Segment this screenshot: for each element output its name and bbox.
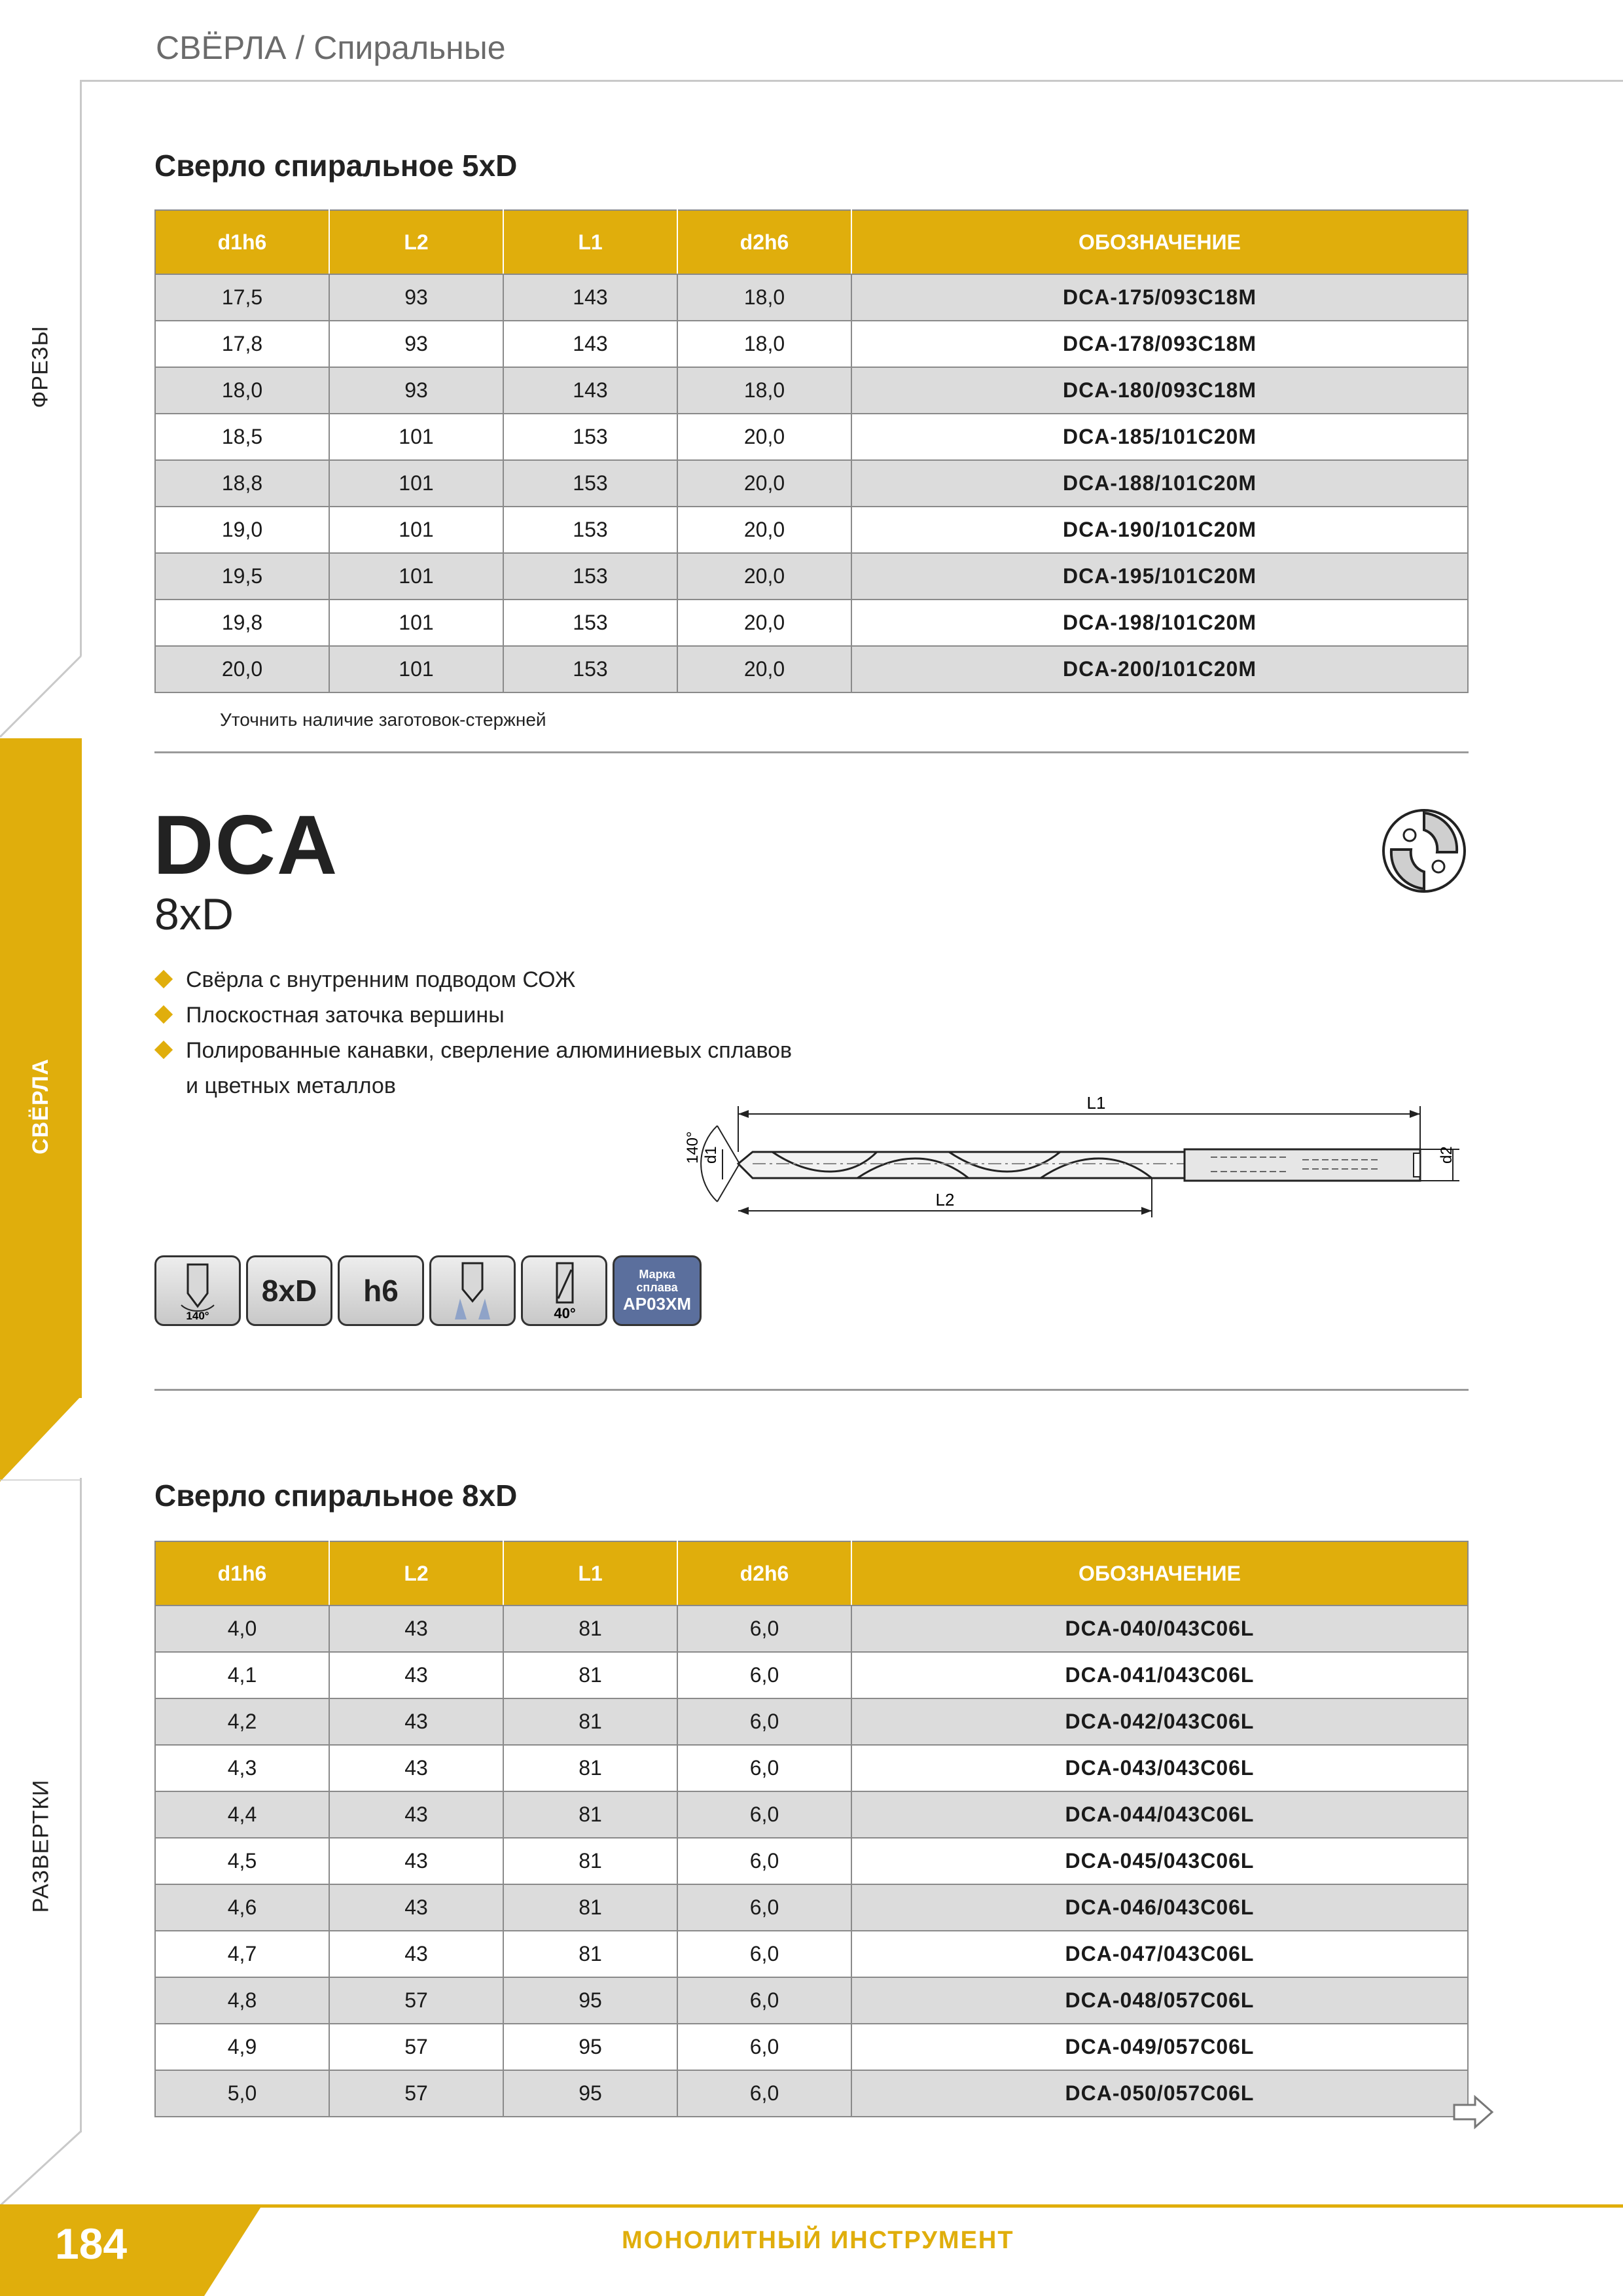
table-cell: 20,0 <box>677 600 851 646</box>
feature-item <box>154 1033 792 1068</box>
table-cell: 43 <box>329 1698 503 1745</box>
designation-cell: DCA-188/101C20M <box>851 460 1468 507</box>
table-row <box>155 414 1468 460</box>
table-cell: 6,0 <box>677 1698 851 1745</box>
table-row <box>155 600 1468 646</box>
designation-cell: DCA-047/043C06L <box>851 1931 1468 1977</box>
table-cell: 81 <box>503 1698 677 1745</box>
designation-cell: DCA-180/093C18M <box>851 367 1468 414</box>
table-cell: 143 <box>503 321 677 367</box>
table-cell: 81 <box>503 1931 677 1977</box>
table-cell: 57 <box>329 2024 503 2070</box>
helix-angle-icon <box>528 1259 600 1322</box>
dim-d1-label: d1 <box>702 1146 720 1164</box>
table-cell: 20,0 <box>155 646 329 692</box>
sidebar-item-label: СВЁРЛА <box>28 1058 53 1155</box>
table-cell: 81 <box>503 1791 677 1838</box>
column-header: ОБОЗНАЧЕНИЕ <box>851 210 1468 274</box>
table-cell: 20,0 <box>677 414 851 460</box>
internal-coolant-icon <box>437 1259 508 1322</box>
designation-cell: DCA-175/093C18M <box>851 274 1468 321</box>
grade-caption-2: сплава <box>636 1280 678 1294</box>
table2 <box>154 1541 1469 2117</box>
coolant-badge <box>429 1255 516 1326</box>
table-cell: 17,8 <box>155 321 329 367</box>
table-cell: 6,0 <box>677 1977 851 2024</box>
table-cell: 6,0 <box>677 1652 851 1698</box>
table-cell: 19,0 <box>155 507 329 553</box>
table-cell: 153 <box>503 600 677 646</box>
tip-angle-badge <box>154 1255 241 1326</box>
dim-l2-label: L2 <box>935 1190 955 1210</box>
designation-cell: DCA-200/101C20M <box>851 646 1468 692</box>
table-cell: 101 <box>329 460 503 507</box>
column-header: d2h6 <box>677 210 851 274</box>
table-cell: 93 <box>329 274 503 321</box>
table-cell: 43 <box>329 1931 503 1977</box>
table-cell: 6,0 <box>677 2024 851 2070</box>
designation-cell: DCA-178/093C18M <box>851 321 1468 367</box>
helix-angle-badge <box>521 1255 607 1326</box>
designation-cell: DCA-049/057C06L <box>851 2024 1468 2070</box>
table-cell: 143 <box>503 367 677 414</box>
sidebar-item-label: РАЗВЕРТКИ <box>28 1779 54 1912</box>
table-cell: 6,0 <box>677 2070 851 2117</box>
table-cell: 101 <box>329 600 503 646</box>
table1 <box>154 209 1469 693</box>
table-cell: 4,9 <box>155 2024 329 2070</box>
header-divider <box>80 80 1623 82</box>
designation-cell: DCA-195/101C20M <box>851 553 1468 600</box>
column-header: ОБОЗНАЧЕНИЕ <box>851 1541 1468 1605</box>
sidebar-corner-top <box>0 655 85 740</box>
table-cell: 20,0 <box>677 646 851 692</box>
table-header-row <box>155 1541 1468 1605</box>
feature-item <box>154 962 792 997</box>
table-cell: 81 <box>503 1745 677 1791</box>
table-row <box>155 553 1468 600</box>
section-divider <box>154 1389 1469 1391</box>
table-cell: 95 <box>503 2070 677 2117</box>
ratio-value: 8xD <box>261 1274 317 1308</box>
table-cell: 43 <box>329 1652 503 1698</box>
table-cell: 4,1 <box>155 1652 329 1698</box>
table-cell: 18,8 <box>155 460 329 507</box>
table-cell: 4,6 <box>155 1884 329 1931</box>
designation-cell: DCA-045/043C06L <box>851 1838 1468 1884</box>
table-cell: 101 <box>329 553 503 600</box>
table-cell: 18,0 <box>677 321 851 367</box>
diamond-bullet-icon <box>154 1005 173 1024</box>
table-cell: 19,8 <box>155 600 329 646</box>
table-cell: 4,7 <box>155 1931 329 1977</box>
table-cell: 6,0 <box>677 1884 851 1931</box>
table-row <box>155 274 1468 321</box>
table-row <box>155 2070 1468 2117</box>
table-cell: 43 <box>329 1884 503 1931</box>
grade-value: АР03ХМ <box>622 1293 692 1314</box>
diamond-bullet-icon <box>154 970 173 988</box>
table-cell: 17,5 <box>155 274 329 321</box>
table-cell: 95 <box>503 1977 677 2024</box>
table-cell: 18,5 <box>155 414 329 460</box>
page-number: 184 <box>55 2219 128 2268</box>
table-row <box>155 2024 1468 2070</box>
table-row <box>155 646 1468 692</box>
column-header: d1h6 <box>155 210 329 274</box>
helix-angle-value: 40° <box>554 1305 576 1321</box>
sidebar-item-razvertki[interactable] <box>0 1767 82 1924</box>
footer-label: МОНОЛИТНЫЙ ИНСТРУМЕНТ <box>622 2227 1014 2254</box>
table-cell: 153 <box>503 414 677 460</box>
designation-cell: DCA-048/057C06L <box>851 1977 1468 2024</box>
table-row <box>155 460 1468 507</box>
grade-badge <box>613 1255 702 1326</box>
section-divider <box>154 751 1469 753</box>
column-header: d2h6 <box>677 1541 851 1605</box>
tolerance-value: h6 <box>363 1274 399 1308</box>
dim-d2-label: d2 <box>1438 1146 1455 1164</box>
ratio-badge <box>246 1255 332 1326</box>
table-cell: 5,0 <box>155 2070 329 2117</box>
designation-cell: DCA-041/043C06L <box>851 1652 1468 1698</box>
table-cell: 43 <box>329 1791 503 1838</box>
table-cell: 4,0 <box>155 1605 329 1652</box>
feature-list <box>154 962 792 1103</box>
table-cell: 93 <box>329 367 503 414</box>
table-cell: 101 <box>329 414 503 460</box>
table-row <box>155 1745 1468 1791</box>
table-row <box>155 507 1468 553</box>
table-row <box>155 321 1468 367</box>
table-cell: 6,0 <box>677 1605 851 1652</box>
feature-item <box>154 997 792 1033</box>
sidebar-item-frezy[interactable] <box>0 314 82 419</box>
designation-cell: DCA-050/057C06L <box>851 2070 1468 2117</box>
table-cell: 4,8 <box>155 1977 329 2024</box>
next-page-arrow-icon[interactable] <box>1452 2094 1495 2130</box>
designation-cell: DCA-043/043C06L <box>851 1745 1468 1791</box>
feature-text: и цветных металлов <box>186 1073 396 1098</box>
column-header: L2 <box>329 1541 503 1605</box>
table-cell: 153 <box>503 553 677 600</box>
table-row <box>155 1652 1468 1698</box>
sidebar-corner-bottom <box>0 1395 85 1480</box>
column-header: L1 <box>503 210 677 274</box>
table-row <box>155 1931 1468 1977</box>
drill-cross-section-icon <box>1380 806 1469 895</box>
table2-body <box>155 1605 1468 2117</box>
designation-cell: DCA-190/101C20M <box>851 507 1468 553</box>
table-cell: 57 <box>329 2070 503 2117</box>
table-cell: 18,0 <box>677 274 851 321</box>
designation-cell: DCA-040/043C06L <box>851 1605 1468 1652</box>
table-row <box>155 1977 1468 2024</box>
dim-angle-label: 140° <box>684 1131 702 1164</box>
dim-l1-label: L1 <box>1086 1093 1106 1113</box>
table-cell: 6,0 <box>677 1791 851 1838</box>
table-cell: 20,0 <box>677 460 851 507</box>
table-cell: 153 <box>503 646 677 692</box>
designation-cell: DCA-198/101C20M <box>851 600 1468 646</box>
drill-technical-drawing <box>661 1086 1479 1230</box>
designation-cell: DCA-046/043C06L <box>851 1884 1468 1931</box>
table-cell: 95 <box>503 2024 677 2070</box>
table-cell: 43 <box>329 1745 503 1791</box>
table-row <box>155 367 1468 414</box>
feature-text: Свёрла с внутренним подводом СОЖ <box>186 967 576 992</box>
drill-tip-angle-icon <box>162 1259 234 1322</box>
designation-cell: DCA-042/043C06L <box>851 1698 1468 1745</box>
table-cell: 20,0 <box>677 507 851 553</box>
sidebar-item-label: ФРЕЗЫ <box>28 325 53 408</box>
table-cell: 43 <box>329 1838 503 1884</box>
table1-note: Уточнить наличие заготовок-стержней <box>220 709 546 730</box>
designation-cell: DCA-185/101C20M <box>851 414 1468 460</box>
table-cell: 18,0 <box>677 367 851 414</box>
table-cell: 6,0 <box>677 1745 851 1791</box>
column-header: L2 <box>329 210 503 274</box>
table-cell: 4,2 <box>155 1698 329 1745</box>
table-cell: 20,0 <box>677 553 851 600</box>
table-cell: 101 <box>329 507 503 553</box>
sidebar-item-sverla[interactable] <box>0 1047 82 1165</box>
product-name: DCA <box>153 798 339 892</box>
diamond-bullet-icon <box>154 1041 173 1059</box>
table-cell: 81 <box>503 1605 677 1652</box>
table-cell: 153 <box>503 507 677 553</box>
table2-title: Сверло спиральное 8xD <box>154 1479 518 1513</box>
tolerance-badge <box>338 1255 424 1326</box>
table-row <box>155 1884 1468 1931</box>
table1-body <box>155 274 1468 692</box>
table-cell: 81 <box>503 1652 677 1698</box>
table-cell: 93 <box>329 321 503 367</box>
page-header-title: СВЁРЛА / Спиральные <box>156 29 506 66</box>
table1-title: Сверло спиральное 5xD <box>154 149 518 183</box>
tip-angle-value: 140° <box>186 1310 209 1322</box>
feature-text: Полированные канавки, сверление алюминиевых сплавов <box>186 1038 793 1063</box>
designation-cell: DCA-044/043C06L <box>851 1791 1468 1838</box>
table-header-row <box>155 210 1468 274</box>
table-cell: 101 <box>329 646 503 692</box>
table-cell: 4,5 <box>155 1838 329 1884</box>
table-cell: 81 <box>503 1838 677 1884</box>
table-row <box>155 1791 1468 1838</box>
product-subtitle: 8xD <box>154 889 234 939</box>
table-cell: 81 <box>503 1884 677 1931</box>
table-cell: 19,5 <box>155 553 329 600</box>
table-cell: 4,3 <box>155 1745 329 1791</box>
sidebar-corner-footer <box>0 2130 85 2208</box>
table-cell: 4,4 <box>155 1791 329 1838</box>
table-cell: 6,0 <box>677 1931 851 1977</box>
table-cell: 57 <box>329 1977 503 2024</box>
table-cell: 6,0 <box>677 1838 851 1884</box>
column-header: d1h6 <box>155 1541 329 1605</box>
grade-caption-1: Марка <box>639 1267 675 1281</box>
feature-text: Плоскостная заточка вершины <box>186 1003 505 1028</box>
table-cell: 18,0 <box>155 367 329 414</box>
table-row <box>155 1838 1468 1884</box>
table-cell: 43 <box>329 1605 503 1652</box>
table-row <box>155 1698 1468 1745</box>
table-cell: 143 <box>503 274 677 321</box>
footer-page-tab <box>0 2206 262 2296</box>
column-header: L1 <box>503 1541 677 1605</box>
table-row <box>155 1605 1468 1652</box>
table-cell: 153 <box>503 460 677 507</box>
